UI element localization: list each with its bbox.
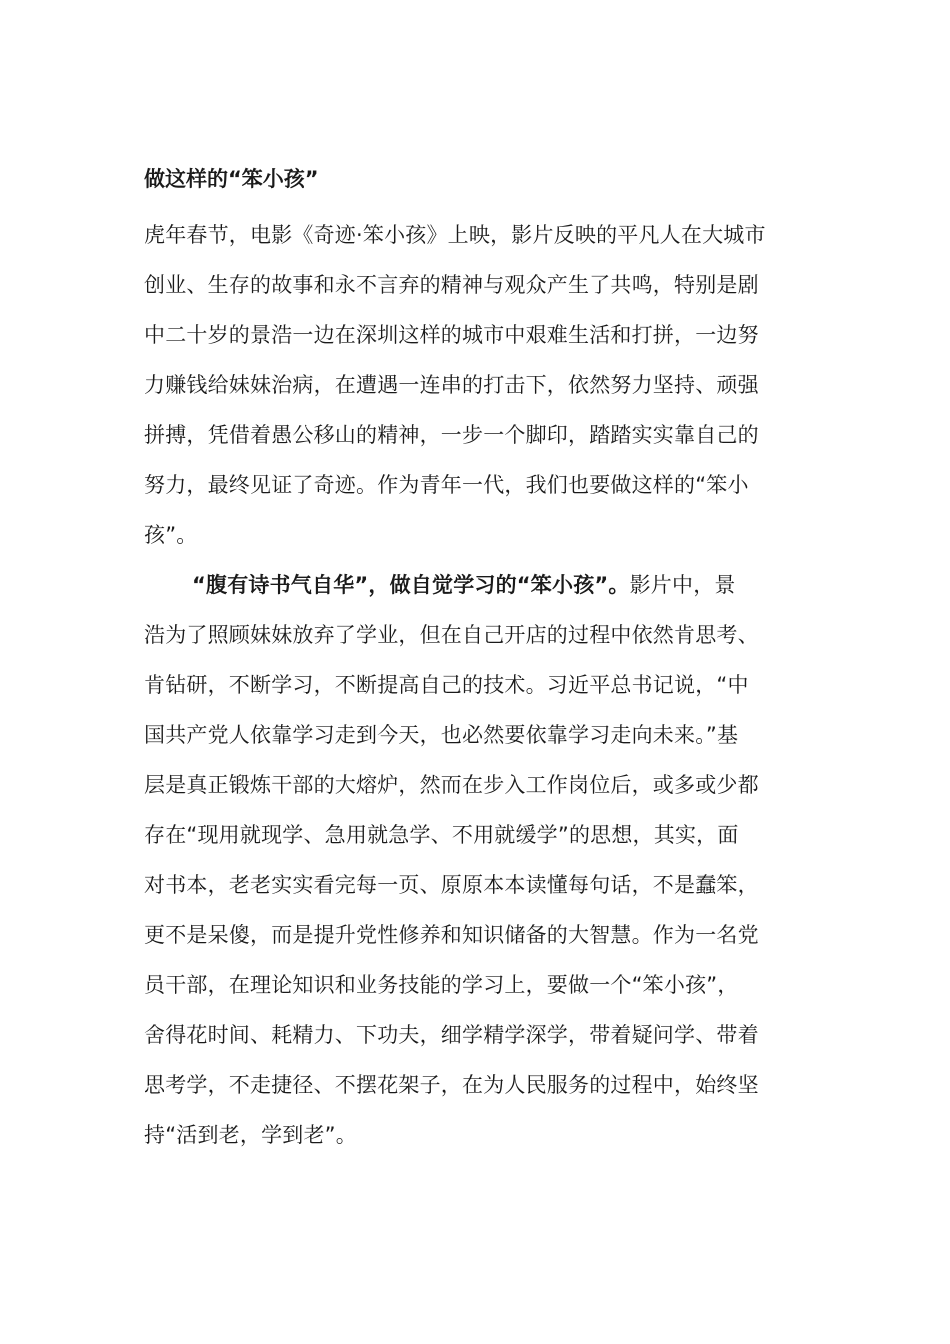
text-line: 创业、生存的故事和永不言弃的精神与观众产生了共鸣，特别是剧 <box>144 273 759 297</box>
text-line: 虎年春节，电影《奇迹·笨小孩》上映，影片反映的平凡人在大城市 <box>144 223 766 247</box>
text-line: 持“活到老，学到老”。 <box>144 1123 357 1147</box>
text-line: 力赚钱给妹妹治病，在遭遇一连串的打击下，依然努力坚持、顽强 <box>144 373 759 397</box>
text-line: 孩”。 <box>144 523 198 547</box>
text-line: 国共产党人依靠学习走到今天，也必然要依靠学习走向未来。”基 <box>144 723 739 747</box>
text-line: 浩为了照顾妹妹放弃了学业，但在自己开店的过程中依然肯思考、 <box>144 623 759 647</box>
text-line: 思考学，不走捷径、不摆花架子，在为人民服务的过程中，始终坚 <box>144 1073 759 1097</box>
text-line: 肯钻研，不断学习，不断提高自己的技术。习近平总书记说，“中 <box>144 673 749 697</box>
paragraph-intro <box>144 210 804 560</box>
text-line <box>144 560 804 610</box>
text-line: 中二十岁的景浩一边在深圳这样的城市中艰难生活和打拼，一边努 <box>144 323 759 347</box>
text-line: 员干部，在理论知识和业务技能的学习上，要做一个“笨小孩”， <box>144 973 739 997</box>
text-line: 对书本，老老实实看完每一页、原原本本读懂每句话，不是蠢笨， <box>144 873 759 897</box>
text-line: 努力，最终见证了奇迹。作为青年一代，我们也要做这样的“笨小 <box>144 473 749 497</box>
text-line: 存在“现用就现学、急用就急学、不用就缓学”的思想，其实，面 <box>144 823 739 847</box>
text-line: 舍得花时间、耗精力、下功夫，细学精学深学，带着疑问学、带着 <box>144 1023 759 1047</box>
text-line: 更不是呆傻，而是提升党性修养和知识储备的大智慧。作为一名党 <box>144 923 759 947</box>
document-page <box>144 160 804 1160</box>
paragraph-learning <box>144 560 804 1160</box>
text-line: 层是真正锻炼干部的大熔炉，然而在步入工作岗位后，或多或少都 <box>144 773 759 797</box>
text-line: 拼搏，凭借着愚公移山的精神，一步一个脚印，踏踏实实靠自己的 <box>144 423 759 447</box>
section-heading: “腹有诗书气自华”，做自觉学习的“笨小孩”。 <box>192 573 630 597</box>
text-run: 影片中，景 <box>629 573 736 597</box>
document-title: 做这样的“笨小孩” <box>144 167 319 191</box>
